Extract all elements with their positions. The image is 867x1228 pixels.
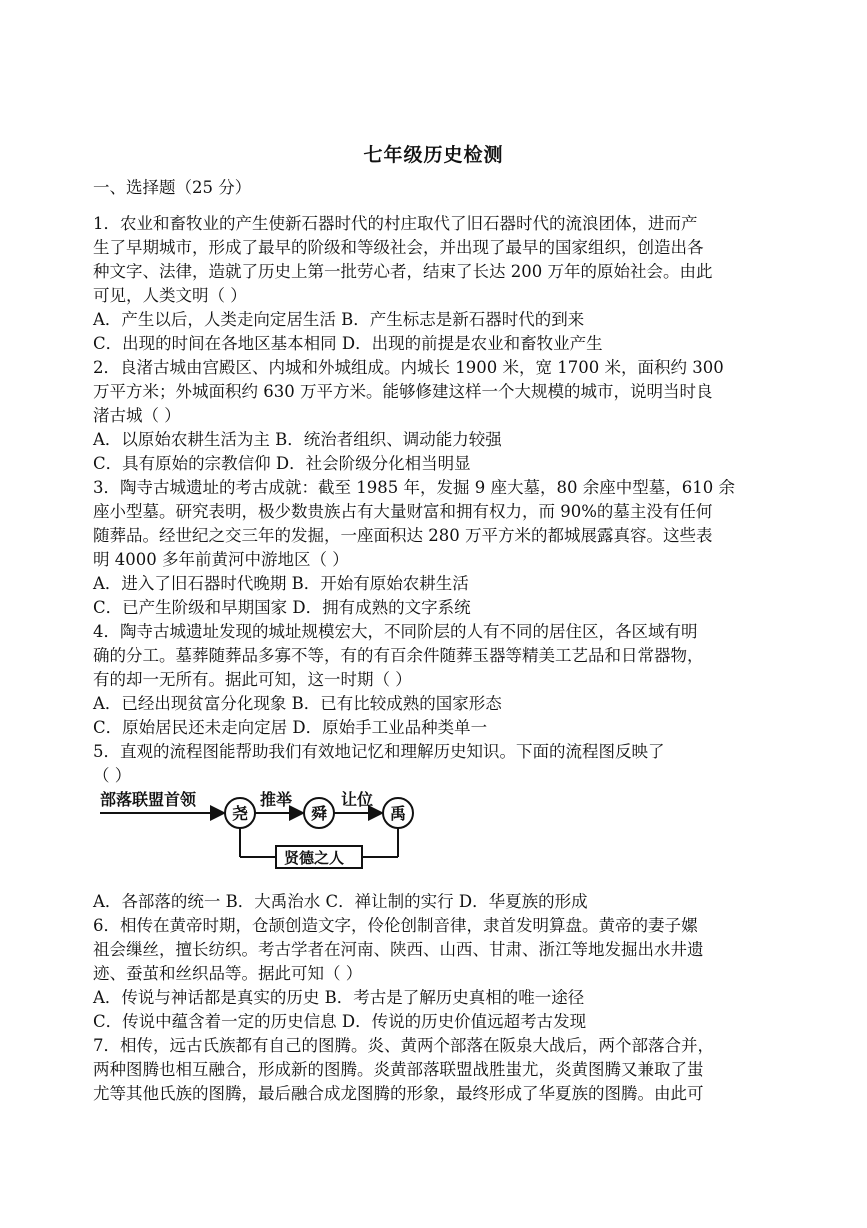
bottom-label: 贤德之人 <box>284 849 345 867</box>
flowchart <box>98 785 438 870</box>
text-line: 可见，人类文明（ ） <box>93 286 247 305</box>
text-line: A．以原始农耕生活为主 B．统治者组织、调动能力较强 <box>93 430 502 449</box>
text-line: 生了早期城市，形成了最早的阶级和等级社会，并出现了最早的国家组织，创造出各 <box>93 238 704 257</box>
flow-start-label: 部落联盟首领 <box>100 790 197 809</box>
node-yao-label: 尧 <box>232 804 249 823</box>
text-line: 7．相传，远古氏族都有自己的图腾。炎、黄两个部落在阪泉大战后，两个部落合并， <box>93 1036 714 1055</box>
text-line: 1．农业和畜牧业的产生使新石器时代的村庄取代了旧石器时代的流浪团体，进而产 <box>93 214 698 233</box>
page-title: 七年级历史检测 <box>363 144 504 166</box>
text-line: C．原始居民还未走向定居 D．原始手工业品种类单一 <box>93 718 488 737</box>
text-line: （ ） <box>93 766 132 785</box>
text-line: C．出现的时间在各地区基本相同 D．出现的前提是农业和畜牧业产生 <box>93 334 603 353</box>
text-line: A．各部落的统一 B．大禹治水 C．禅让制的实行 D．华夏族的形成 <box>93 892 588 911</box>
text-line: A．已经出现贫富分化现象 B．已有比较成熟的国家形态 <box>93 694 502 713</box>
node-yu-label: 禹 <box>390 804 407 823</box>
section-heading: 一、选择题（25 分） <box>93 178 252 197</box>
text-line: 确的分工。墓葬随葬品多寡不等，有的有百余件随葬玉器等精美工艺品和日常器物， <box>93 646 704 665</box>
arrow2-label: 让位 <box>341 790 374 809</box>
text-line: A．产生以后，人类走向定居生活 B．产生标志是新石器时代的到来 <box>93 310 585 329</box>
text-line: A．传说与神话都是真实的历史 B．考古是了解历史真相的唯一途径 <box>93 988 585 1007</box>
text-line: 2．良渚古城由宫殿区、内城和外城组成。内城长 1900 米，宽 1700 米，面积约 300 <box>93 358 724 377</box>
text-line: 祖会缫丝，擅长纺织。考古学者在河南、陕西、山西、甘肃、浙江等地发掘出水井遗 <box>93 940 704 959</box>
text-line: 种文字、法律，造就了历史上第一批劳心者，结束了长达 200 万年的原始社会。由此 <box>93 262 713 281</box>
text-line: 4．陶寺古城遗址发现的城址规模宏大，不同阶层的人有不同的居住区，各区域有明 <box>93 622 698 641</box>
text-line: 明 4000 多年前黄河中游地区（ ） <box>93 550 349 569</box>
text-line: 两种图腾也相互融合，形成新的图腾。炎黄部落联盟战胜蚩尤，炎黄图腾又兼取了蚩 <box>93 1060 704 1079</box>
text-line: 迹、蚕茧和丝织品等。据此可知（ ） <box>93 964 363 983</box>
text-line: 万平方米；外城面积约 630 万平方米。能够修建这样一个大规模的城市，说明当时良 <box>93 382 713 401</box>
text-line: 3．陶寺古城遗址的考古成就：截至 1985 年，发掘 9 座大墓，80 余座中型墓，610 余 <box>93 478 735 497</box>
text-line: 6．相传在黄帝时期，仓颉创造文字，伶伦创制音律，隶首发明算盘。黄帝的妻子嫘 <box>93 916 698 935</box>
text-line: 随葬品。经世纪之交三年的发掘，一座面积达 280 万平方米的都城展露真容。这些表 <box>93 526 713 545</box>
text-line: C．已产生阶级和早期国家 D．拥有成熟的文字系统 <box>93 598 471 617</box>
text-line: A．进入了旧石器时代晚期 B．开始有原始农耕生活 <box>93 574 469 593</box>
text-line: 座小型墓。研究表明，极少数贵族占有大量财富和拥有权力，而 90%的墓主没有任何 <box>93 502 713 521</box>
text-line: 渚古城（ ） <box>93 406 181 425</box>
text-line: 有的却一无所有。据此可知，这一时期（ ） <box>93 670 412 689</box>
flowchart-diagram <box>98 785 438 870</box>
text-line: C．传说中蕴含着一定的历史信息 D．传说的历史价值远超考古发现 <box>93 1012 587 1031</box>
node-shun-label: 舜 <box>311 804 328 823</box>
text-line: C．具有原始的宗教信仰 D．社会阶级分化相当明显 <box>93 454 471 473</box>
arrow1-label: 推举 <box>260 790 293 809</box>
text-line: 5．直观的流程图能帮助我们有效地记忆和理解历史知识。下面的流程图反映了 <box>93 742 665 761</box>
text-line: 尤等其他氏族的图腾，最后融合成龙图腾的形象，最终形成了华夏族的图腾。由此可 <box>93 1084 704 1103</box>
